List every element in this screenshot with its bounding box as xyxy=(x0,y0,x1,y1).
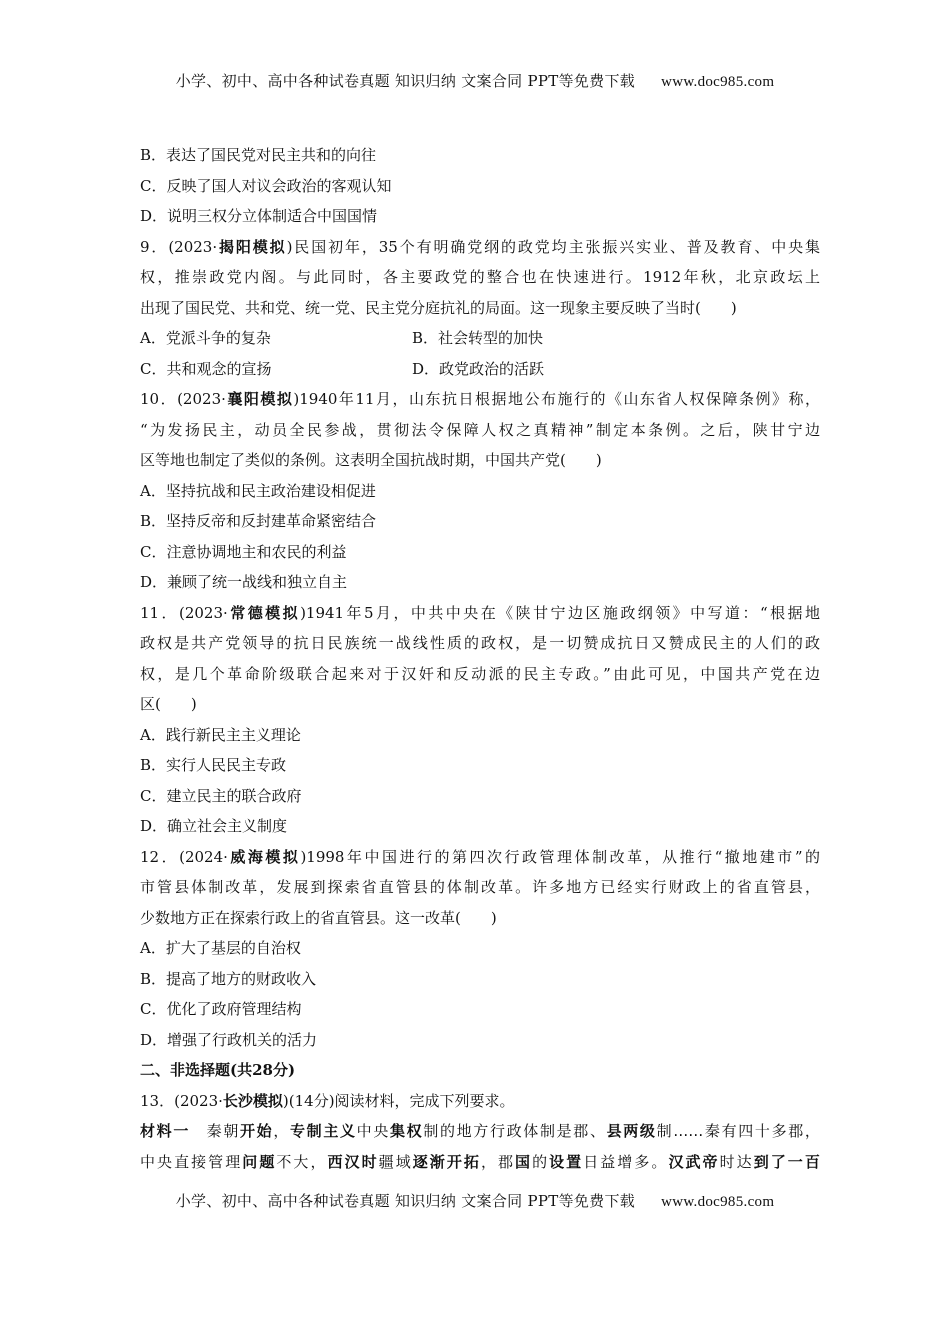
mat1-seg: 开始 xyxy=(240,1122,274,1140)
q9-text-1: )民国初年，35个有明确党纲的政党均主张振兴实业、普及教育、中央集 xyxy=(286,237,820,256)
mat2-seg: 国 xyxy=(515,1152,533,1171)
q10-source: 襄阳模拟 xyxy=(225,390,294,408)
q13-rest: )(14分)阅读材料，完成下列要求。 xyxy=(282,1091,515,1110)
q9-option-d: D．政党政治的活跃 xyxy=(412,359,545,378)
q10-stem-line-2: “为发扬民主，动员全民参战，贯彻法令保障人权之真精神”制定本条例。之后，陕甘宁边 xyxy=(140,420,820,439)
q11-stem-line-2: 政权是共产党领导的抗日民族统一战线性质的政权，是一切赞成抗日又赞成民主的人们的政 xyxy=(140,634,820,652)
q12-stem-line-2: 市管县体制改革，发展到探索省直管县的体制改革。许多地方已经实行财政上的省直管县， xyxy=(140,878,820,896)
q11-text-1: )1941年5月，中共中央在《陕甘宁边区施政纲领》中写道：“根据地 xyxy=(300,603,820,622)
header-site: www.doc985.com xyxy=(661,74,775,90)
q9-stem-line-1 xyxy=(140,232,820,263)
q13-source: 长沙模拟 xyxy=(222,1091,283,1110)
mat2-seg: 汉武帝 xyxy=(668,1152,720,1171)
footer-site: www.doc985.com xyxy=(661,1194,775,1210)
mat2-seg: 中央直接管理 xyxy=(140,1152,243,1171)
q11-option-a: A．践行新民主主义理论 xyxy=(140,725,301,744)
q12-option-d: D．增强了行政机关的活力 xyxy=(140,1030,318,1049)
q12-stem-line-1 xyxy=(140,842,820,873)
q10-stem-line-3: 区等地也制定了类似的条例。这表明全国抗战时期，中国共产党( ) xyxy=(140,451,602,469)
q9-stem-line-2: 权，推崇政党内阁。与此同时，各主要政党的整合也在快速进行。1912年秋，北京政坛上 xyxy=(140,268,820,286)
q10-option-a: A．坚持抗战和民主政治建设相促进 xyxy=(140,481,376,500)
mat1-seg: 秦朝 xyxy=(190,1122,240,1140)
mat1-seg: 专制主义 xyxy=(290,1122,357,1140)
q12-number: 12．(2024· xyxy=(140,847,228,866)
q12-option-b: B．提高了地方的财政收入 xyxy=(140,969,317,988)
q12-source: 威海模拟 xyxy=(227,847,301,866)
q9-options-row-2 xyxy=(140,354,820,385)
page-footer xyxy=(0,1190,950,1211)
q10-text-1: )1940年11月，山东抗日根据地公布施行的《山东省人权保障条例》称， xyxy=(293,390,820,408)
q10-option-b: B．坚持反帝和反封建革命紧密结合 xyxy=(140,512,377,530)
q11-source: 常德模拟 xyxy=(227,603,301,622)
mat1-seg: 中央 xyxy=(356,1122,390,1140)
q11-stem-line-4: 区( ) xyxy=(140,695,197,713)
section-title xyxy=(140,1055,820,1086)
q9-options-row-1 xyxy=(140,323,820,354)
q11-option-d: D．确立社会主义制度 xyxy=(140,817,288,835)
page-header xyxy=(0,70,950,91)
mat1-seg: 县两级 xyxy=(606,1122,657,1140)
mat2-seg: 不大， xyxy=(276,1152,328,1171)
mat1-seg: 制的地方行政体制是郡、 xyxy=(423,1122,607,1140)
q10-stem-line-1 xyxy=(140,384,820,415)
q9-option-b: B．社会转型的加快 xyxy=(412,329,544,347)
q10-option-c: C．注意协调地主和农民的利益 xyxy=(140,542,347,561)
q9-option-a: A．党派斗争的复杂 xyxy=(140,329,271,347)
q9-stem-line-3: 出现了国民党、共和党、统一党、民主党分庭抗礼的局面。这一现象主要反映了当时( ) xyxy=(140,298,737,317)
q11-stem-line-1 xyxy=(140,598,820,629)
mat2-seg: 疆域 xyxy=(378,1152,413,1171)
header-text: 小学、初中、高中各种试卷真题 知识归纳 文案合同 PPT等免费下载 xyxy=(175,72,636,90)
mat2-seg: 时达 xyxy=(719,1152,754,1171)
q12-text-1: )1998年中国进行的第四次行政管理体制改革，从推行“撤地建市”的 xyxy=(300,847,820,866)
mat2-seg: 问题 xyxy=(242,1152,277,1171)
q12-stem-line-3: 少数地方正在探索行政上的省直管县。这一改革( ) xyxy=(140,908,497,927)
q13-material-line-1 xyxy=(140,1116,820,1147)
mat2-seg: ，郡 xyxy=(480,1152,516,1171)
mat2-seg: 设置 xyxy=(549,1152,584,1171)
q12-option-c: C．优化了政府管理结构 xyxy=(140,1000,302,1018)
q11-stem-line-3: 权，是几个革命阶级联合起来对于汉奸和反动派的民主专政。”由此可见，中国共产党在边 xyxy=(140,664,820,683)
mat2-seg: 的 xyxy=(532,1152,550,1171)
q8-option-c: C．反映了国人对议会政治的客观认知 xyxy=(140,176,392,195)
q9-number: 9．(2023· xyxy=(140,237,218,256)
q8-option-d: D．说明三权分立体制适合中国国情 xyxy=(140,207,378,225)
q11-number: 11．(2023· xyxy=(140,603,228,622)
q9-option-c: C．共和观念的宣扬 xyxy=(140,359,272,378)
footer-text: 小学、初中、高中各种试卷真题 知识归纳 文案合同 PPT等免费下载 xyxy=(175,1192,636,1210)
q12-option-a: A．扩大了基层的自治权 xyxy=(140,939,301,957)
q10-option-d: D．兼顾了统一战线和独立自主 xyxy=(140,573,348,591)
q8-option-b: B．表达了国民党对民主共和的向往 xyxy=(140,146,377,164)
q11-option-c: C．建立民主的联合政府 xyxy=(140,786,302,805)
q9-source: 揭阳模拟 xyxy=(217,237,287,256)
q13-stem xyxy=(140,1086,820,1117)
q10-number: 10．(2023· xyxy=(140,390,226,408)
document-body xyxy=(140,140,820,1177)
section-2-title: 二、非选择题(共28分) xyxy=(140,1061,296,1079)
q13-material-line-2 xyxy=(140,1147,820,1178)
mat1-seg: 集权 xyxy=(389,1122,424,1140)
material-label: 材料一 xyxy=(140,1122,190,1140)
q13-number: 13．(2023· xyxy=(140,1091,223,1110)
mat2-seg: 日益增多。 xyxy=(583,1152,669,1171)
mat1-seg: 制……秦有四十多郡， xyxy=(656,1122,820,1140)
mat1-seg: ， xyxy=(273,1122,290,1140)
q11-option-b: B．实行人民民主专政 xyxy=(140,756,287,774)
mat2-seg: 西汉时 xyxy=(327,1152,379,1171)
mat2-seg: 逐渐开拓 xyxy=(412,1152,481,1171)
mat2-seg: 到了一百 xyxy=(753,1152,820,1171)
